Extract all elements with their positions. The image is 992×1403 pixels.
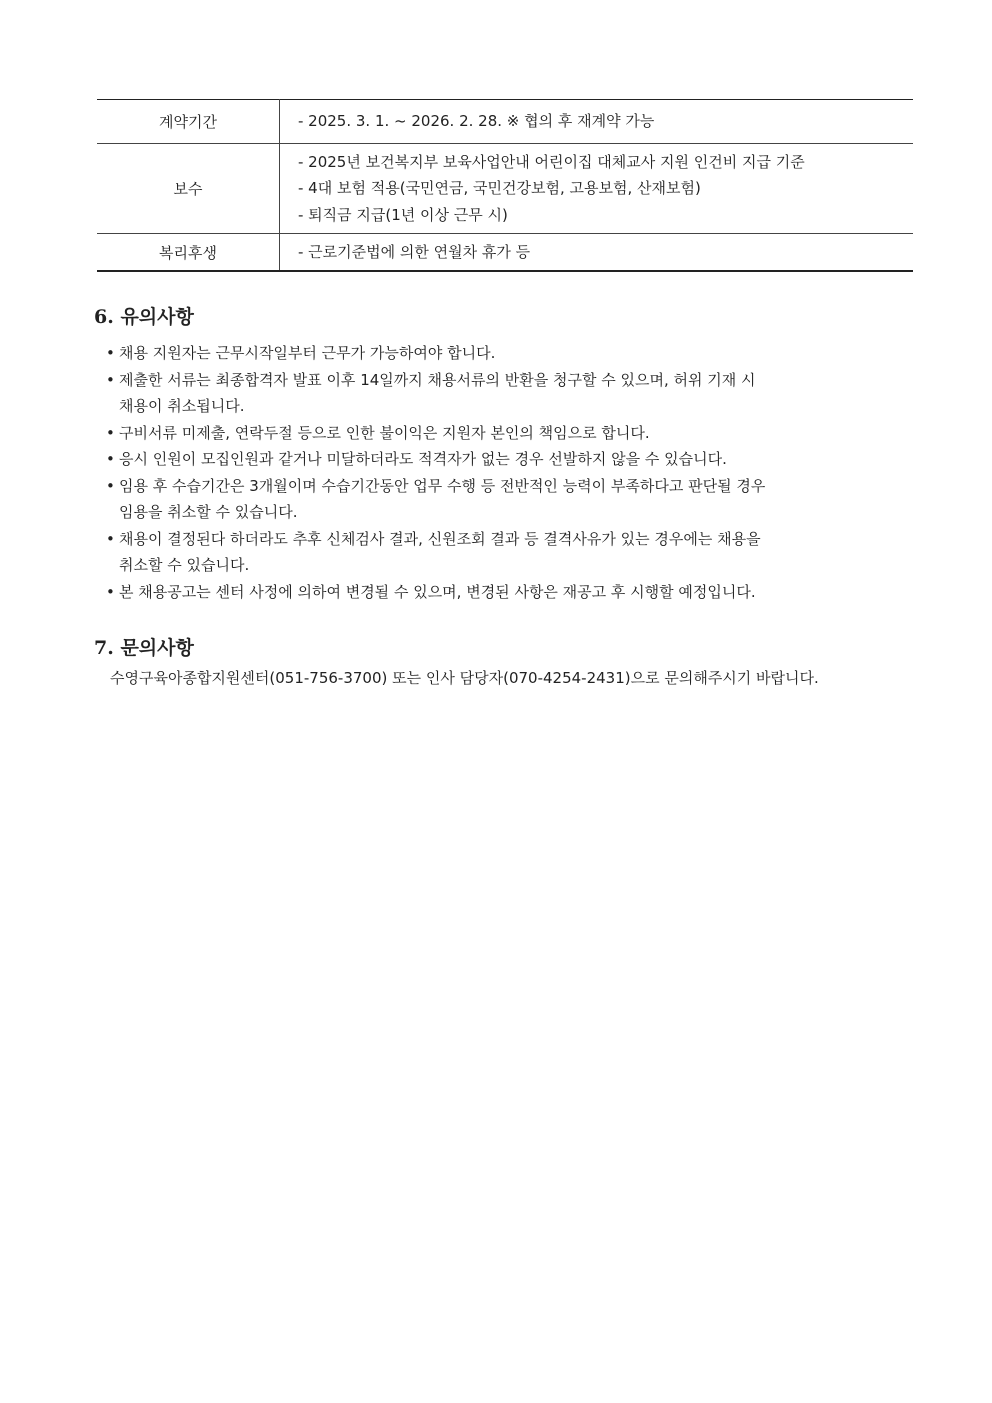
contract-period-content xyxy=(280,100,914,144)
pay-line-insurance: - 4대 보험 적용(국민연금, 국민건강보험, 고용보험, 산재보험) xyxy=(298,179,701,198)
bullet-icon: • xyxy=(106,370,115,389)
bullet-icon: • xyxy=(106,423,115,442)
notice-item xyxy=(94,473,914,526)
notice-text-continued: 취소할 수 있습니다. xyxy=(119,556,250,574)
notice-item xyxy=(94,420,914,447)
bullet-icon: • xyxy=(106,450,115,468)
employment-conditions-table xyxy=(97,99,913,272)
table-row-contract-period xyxy=(97,100,913,144)
contact-title: 7. 문의사항 xyxy=(94,637,194,659)
notices-list xyxy=(94,340,914,605)
welfare-content xyxy=(280,234,914,272)
notice-item xyxy=(94,340,914,367)
notice-text: 채용이 결정된다 하더라도 추후 신체검사 결과, 신원조회 결과 등 결격사유가 있는 경우에는 채용을 xyxy=(119,529,761,548)
welfare-line: - 근로기준법에 의한 연월차 휴가 등 xyxy=(298,242,531,261)
bullet-icon: • xyxy=(106,344,115,362)
bullet-icon: • xyxy=(106,529,115,548)
pay-line-standard: - 2025년 보건복지부 보육사업안내 어린이집 대체교사 지원 인건비 지급 기준 xyxy=(298,152,805,171)
contact-text: 수영구육아종합지원센터(051-756-3700) 또는 인사 담당자(070-4254-2431)으로 문의해주시기 바랍니다. xyxy=(110,669,819,687)
notice-item xyxy=(94,579,914,606)
notices-section xyxy=(94,305,914,605)
contract-period-label: 계약기간 xyxy=(97,100,280,144)
bullet-icon: • xyxy=(106,476,115,495)
notices-title: 6. 유의사항 xyxy=(94,306,194,328)
notice-item xyxy=(94,526,914,579)
pay-label: 보수 xyxy=(97,144,280,234)
pay-line-severance: - 퇴직금 지급(1년 이상 근무 시) xyxy=(298,205,508,224)
table-row-pay xyxy=(97,144,913,234)
contract-period-line: - 2025. 3. 1. ~ 2026. 2. 28. ※ 협의 후 재계약 가능 xyxy=(298,112,655,131)
notice-text: 임용 후 수습기간은 3개월이며 수습기간동안 업무 수행 등 전반적인 능력이 부족하다고 판단될 경우 xyxy=(119,476,766,495)
notice-text-continued: 임용을 취소할 수 있습니다. xyxy=(119,503,298,521)
notice-text: 구비서류 미제출, 연락두절 등으로 인한 불이익은 지원자 본인의 책임으로 합니다. xyxy=(119,423,650,442)
pay-content xyxy=(280,144,914,234)
welfare-label: 복리후생 xyxy=(97,234,280,272)
notice-item xyxy=(94,446,914,473)
notice-text-continued: 채용이 취소됩니다. xyxy=(119,397,245,415)
contact-section xyxy=(94,636,914,691)
notice-item xyxy=(94,367,914,420)
notice-text: 채용 지원자는 근무시작일부터 근무가 가능하여야 합니다. xyxy=(119,344,496,362)
notice-text: 본 채용공고는 센터 사정에 의하여 변경될 수 있으며, 변경된 사항은 재공고 후 시행할 예정입니다. xyxy=(119,582,756,601)
notice-text: 제출한 서류는 최종합격자 발표 이후 14일까지 채용서류의 반환을 청구할 수 있으며, 허위 기재 시 xyxy=(119,370,756,389)
notice-text: 응시 인원이 모집인원과 같거나 미달하더라도 적격자가 없는 경우 선발하지 않을 수 있습니다. xyxy=(119,450,727,468)
bullet-icon: • xyxy=(106,582,115,601)
table-row-welfare xyxy=(97,234,913,272)
